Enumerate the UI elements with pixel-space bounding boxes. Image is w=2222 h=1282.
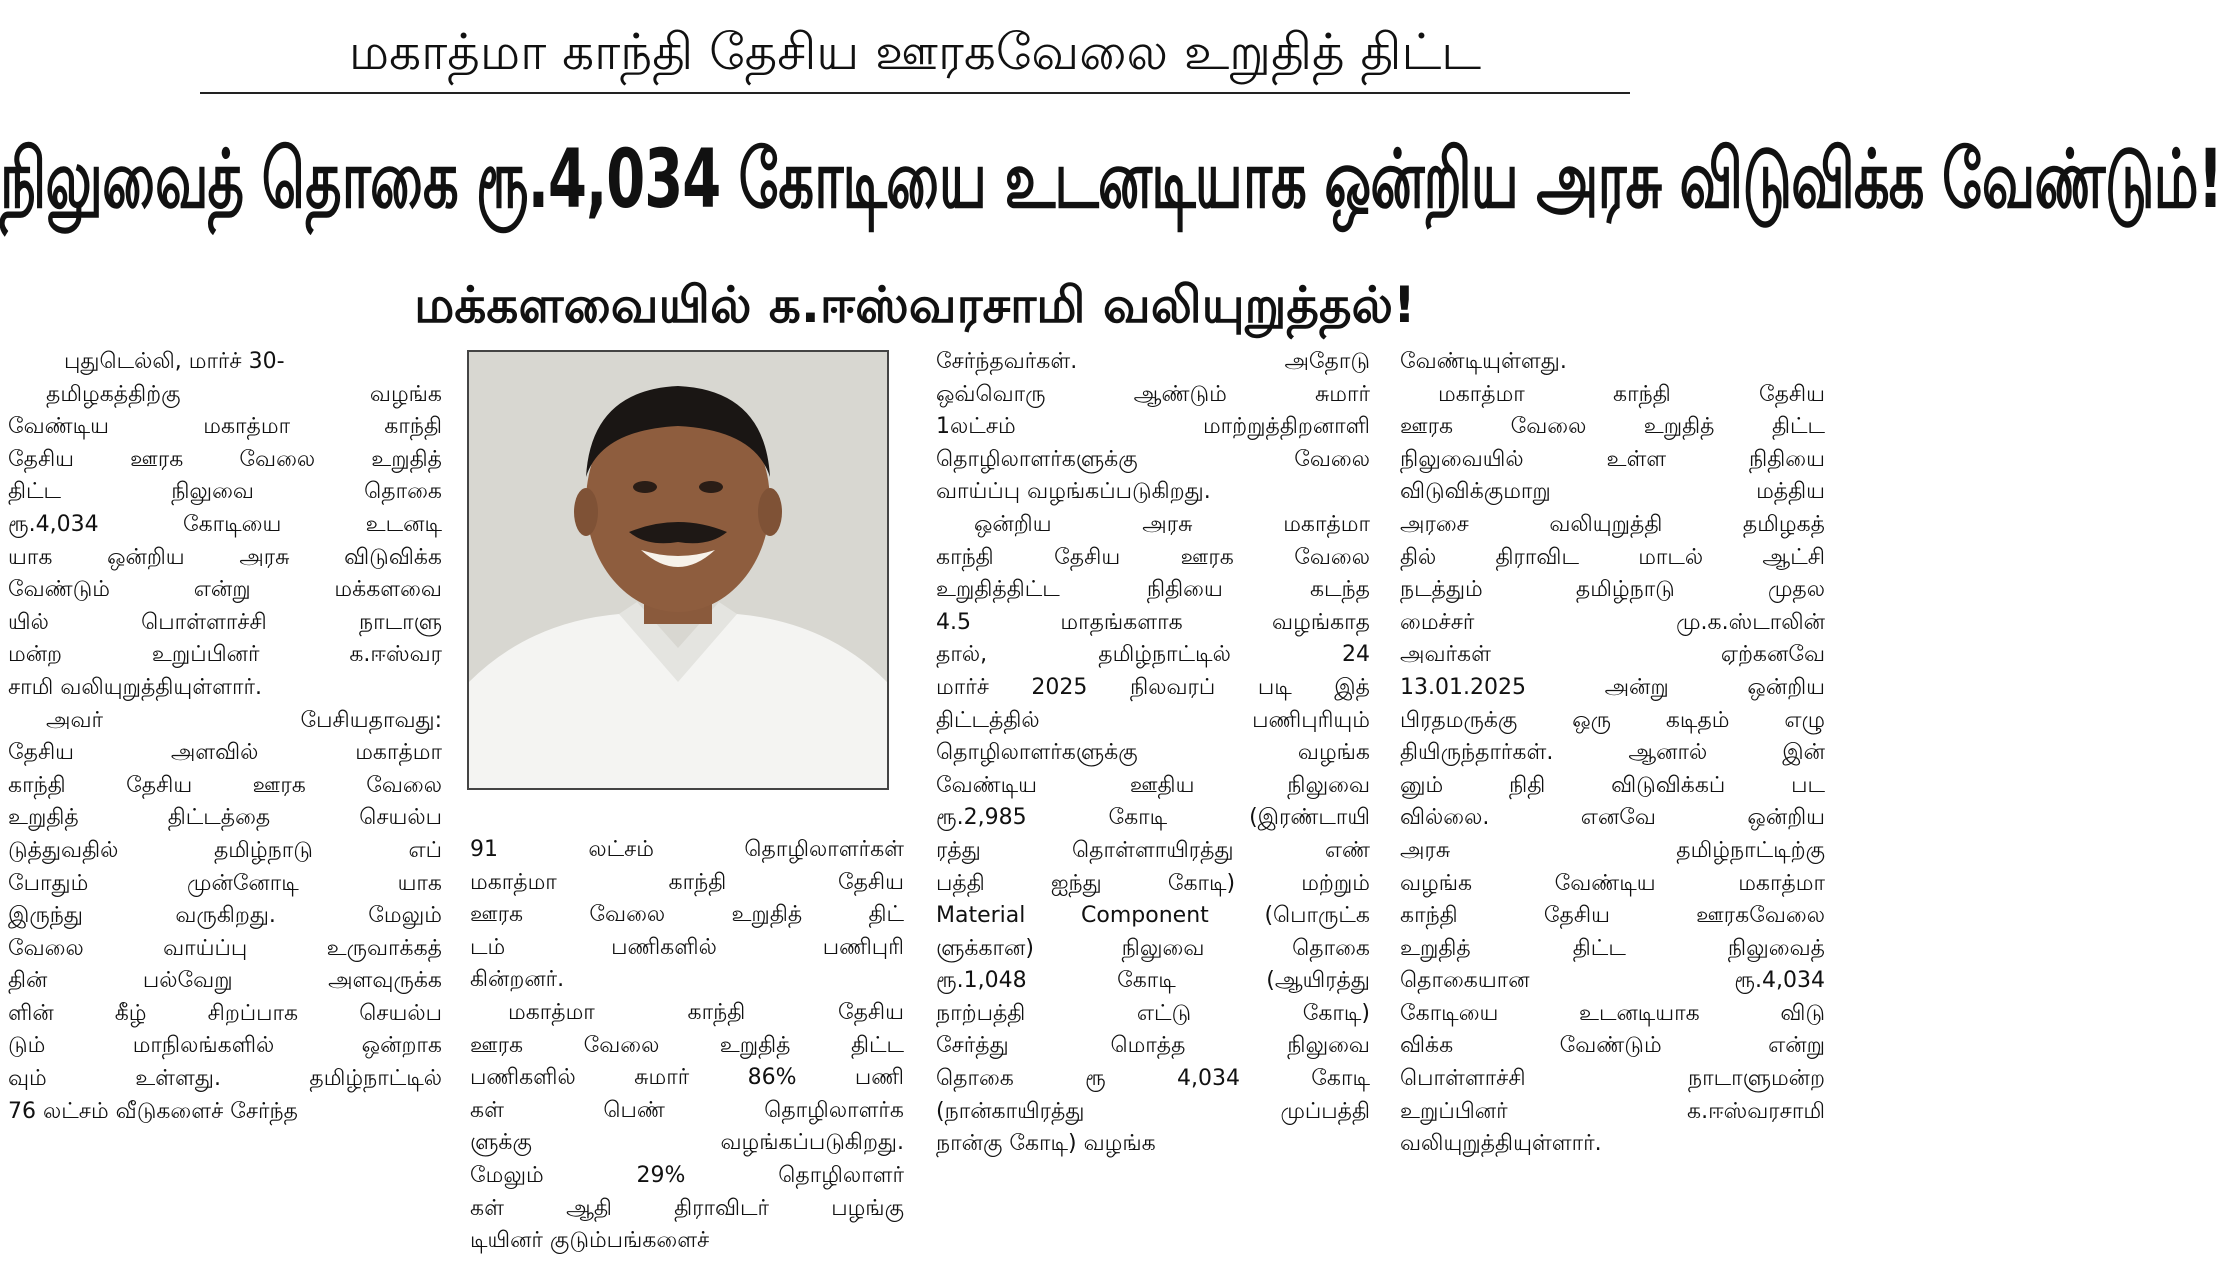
article-line: அவர் பேசியதாவது: (46, 707, 442, 733)
article-line: (நான்காயிரத்து முப்பத்தி (936, 1098, 1370, 1124)
article-line: விக்க வேண்டும் என்று (1400, 1033, 1825, 1059)
article-line: வழங்க வேண்டிய மகாத்மா (1400, 870, 1825, 896)
article-line: தொகையான ரூ.4,034 (1400, 968, 1825, 994)
article-line: வேலை வாய்ப்பு உருவாக்கத் (8, 935, 442, 961)
article-line: பணிகளில் சுமார் 86% பணி (470, 1065, 904, 1091)
article-line: ளின் கீழ் சிறப்பாக செயல்ப (8, 1000, 442, 1026)
article-line: இருந்து வருகிறது. மேலும் (8, 903, 442, 929)
article-line: வில்லை. எனவே ஒன்றிய (1400, 805, 1825, 831)
article-line: கள் ஆதி திராவிடர் பழங்கு (470, 1195, 904, 1221)
article-line: கின்றனர். (470, 967, 565, 993)
main-headline: நிலுவைத் தொகை ரூ.4,034 கோடியை உடனடியாக ஒன்றிய அரசு விடுவிக்க வேண்டும்! (0, 133, 2222, 228)
article-line: டியினர் குடும்பங்களைச் (470, 1228, 710, 1254)
article-line: புதுடெல்லி, மார்ச் 30- (64, 349, 285, 374)
sub-headline: மக்களவையில் க.ஈஸ்வரசாமி வலியுறுத்தல்! (414, 276, 1416, 334)
article-line: அரசை வலியுறுத்தி தமிழகத் (1400, 511, 1825, 537)
article-line: ரூ.4,034 கோடியை உடனடி (8, 511, 442, 537)
article-line: தேசிய அளவில் மகாத்மா (8, 740, 442, 766)
article-line: ஒன்றிய அரசு மகாத்மா (974, 511, 1370, 537)
article-line: திட்ட நிலுவை தொகை (8, 479, 442, 505)
article-line: சேர்ந்தவர்கள். அதோடு (936, 349, 1370, 374)
article-line: நடத்தும் தமிழ்நாடு முதல (1400, 577, 1825, 603)
article-line: 91 லட்சம் தொழிலாளர்கள் (470, 837, 904, 862)
article-column-2 (470, 834, 904, 1274)
article-line: காந்தி தேசிய ஊரக வேலை (8, 772, 442, 798)
article-line: ரூ.2,985 கோடி (இரண்டாயி (936, 805, 1370, 831)
article-line: வாய்ப்பு வழங்கப்படுகிறது. (936, 479, 1211, 505)
article-line: ஊரக வேலை உறுதித் திட்ட (1400, 414, 1825, 440)
article-line: விடுவிக்குமாறு மத்திய (1400, 479, 1825, 505)
article-line: 13.01.2025 அன்று ஒன்றிய (1400, 674, 1825, 700)
article-line: ளுக்கான) நிலுவை தொகை (936, 935, 1370, 961)
article-line: உறுதித்திட்ட நிதியை கடந்த (936, 577, 1370, 603)
article-line: தால், தமிழ்நாட்டில் 24 (936, 642, 1370, 668)
article-line: ளுக்கு வழங்கப்படுகிறது. (470, 1130, 904, 1156)
article-line: தியிருந்தார்கள். ஆனால் இன் (1400, 740, 1825, 766)
article-line: வும் உள்ளது. தமிழ்நாட்டில் (8, 1066, 442, 1092)
article-line: 76 லட்சம் வீடுகளைச் சேர்ந்த (8, 1098, 298, 1124)
article-line: காந்தி தேசிய ஊரகவேலை (1400, 903, 1825, 929)
article-line: தேசிய ஊரக வேலை உறுதித் (8, 446, 442, 472)
article-line: ஊரக வேலை உறுதித் திட் (470, 902, 904, 928)
article-line: வேண்டியுள்ளது. (1400, 349, 1567, 374)
article-line: மேலும் 29% தொழிலாளர் (470, 1162, 904, 1188)
article-line: டம் பணிகளில் பணிபுரி (470, 934, 904, 960)
article-line: மகாத்மா காந்தி தேசிய (1438, 381, 1825, 407)
article-line: வலியுறுத்தியுள்ளார். (1400, 1131, 1602, 1157)
article-line: ரூ.1,048 கோடி (ஆயிரத்து (936, 968, 1370, 994)
article-line: ஒவ்வொரு ஆண்டும் சுமார் (936, 381, 1370, 407)
article-line: போதும் முன்னோடி யாக (8, 870, 442, 896)
article-line: டும் மாநிலங்களில் ஒன்றாக (8, 1033, 442, 1059)
article-line: தொழிலாளர்களுக்கு வழங்க (936, 740, 1370, 766)
person-photo-icon (469, 352, 887, 788)
article-line: உறுதித் திட்டத்தை செயல்ப (8, 805, 442, 831)
article-line: சேர்த்து மொத்த நிலுவை (936, 1033, 1370, 1059)
article-line: கோடியை உடனடியாக விடு (1400, 1000, 1825, 1026)
article-line: அரசு தமிழ்நாட்டிற்கு (1400, 837, 1825, 863)
article-line: வேண்டும் என்று மக்களவை (8, 577, 442, 603)
article-line: அவர்கள் ஏற்கனவே (1400, 642, 1825, 668)
article-line: நாற்பத்தி எட்டு கோடி) (936, 1000, 1370, 1026)
article-line: பிரதமருக்கு ஒரு கடிதம் எழு (1400, 707, 1825, 733)
article-line: ஊரக வேலை உறுதித் திட்ட (470, 1032, 904, 1058)
article-column-3 (936, 346, 1370, 1276)
article-line: உறுப்பினர் க.ஈஸ்வரசாமி (1400, 1098, 1825, 1124)
article-line: சாமி வலியுறுத்தியுள்ளார். (8, 674, 262, 700)
article-line: Material Component (பொருட்க (936, 903, 1370, 929)
article-line: திட்டத்தில் பணிபுரியும் (936, 707, 1370, 733)
article-line: உறுதித் திட்ட நிலுவைத் (1400, 935, 1825, 961)
article-line: வேண்டிய மகாத்மா காந்தி (8, 414, 442, 440)
article-line: பத்தி ஐந்து கோடி) மற்றும் (936, 870, 1370, 896)
article-line: மார்ச் 2025 நிலவரப் படி இத் (936, 674, 1370, 700)
article-line: மன்ற உறுப்பினர் க.ஈஸ்வர (8, 642, 442, 668)
article-line: யில் பொள்ளாச்சி நாடாளு (8, 609, 442, 635)
article-line: தின் பல்வேறு அளவுருக்க (8, 968, 442, 994)
article-line: தமிழகத்திற்கு வழங்க (46, 381, 442, 407)
article-column-4 (1400, 346, 1825, 1276)
portrait-photo (467, 350, 889, 790)
article-line: தொகை ரூ 4,034 கோடி (936, 1066, 1370, 1092)
article-line: 1லட்சம் மாற்றுத்திறனாளி (936, 414, 1370, 440)
article-line: 4.5 மாதங்களாக வழங்காத (936, 609, 1370, 635)
article-line: மைச்சர் மு.க.ஸ்டாலின் (1400, 609, 1825, 635)
article-line: காந்தி தேசிய ஊரக வேலை (936, 544, 1370, 570)
article-line: னும் நிதி விடுவிக்கப் பட (1400, 772, 1825, 798)
article-line: தொழிலாளர்களுக்கு வேலை (936, 446, 1370, 472)
article-line: மகாத்மா காந்தி தேசிய (508, 999, 904, 1025)
article-line: பொள்ளாச்சி நாடாளுமன்ற (1400, 1066, 1825, 1092)
kicker-title: மகாத்மா காந்தி தேசிய ஊரகவேலை உறுதித் திட்ட (348, 23, 1482, 81)
article-line: வேண்டிய ஊதிய நிலுவை (936, 772, 1370, 798)
article-line: தில் திராவிட மாடல் ஆட்சி (1400, 544, 1825, 570)
article-line: மகாத்மா காந்தி தேசிய (470, 869, 904, 895)
article-line: நான்கு கோடி) வழங்க (936, 1131, 1156, 1157)
article-column-1 (8, 346, 442, 1276)
article-line: டுத்துவதில் தமிழ்நாடு எப் (8, 837, 442, 863)
article-line: யாக ஒன்றிய அரசு விடுவிக்க (8, 544, 442, 570)
article-line: கள் பெண் தொழிலாளர்க (470, 1097, 904, 1123)
article-line: ரத்து தொள்ளாயிரத்து எண் (936, 837, 1370, 863)
article-line: நிலுவையில் உள்ள நிதியை (1400, 446, 1825, 472)
